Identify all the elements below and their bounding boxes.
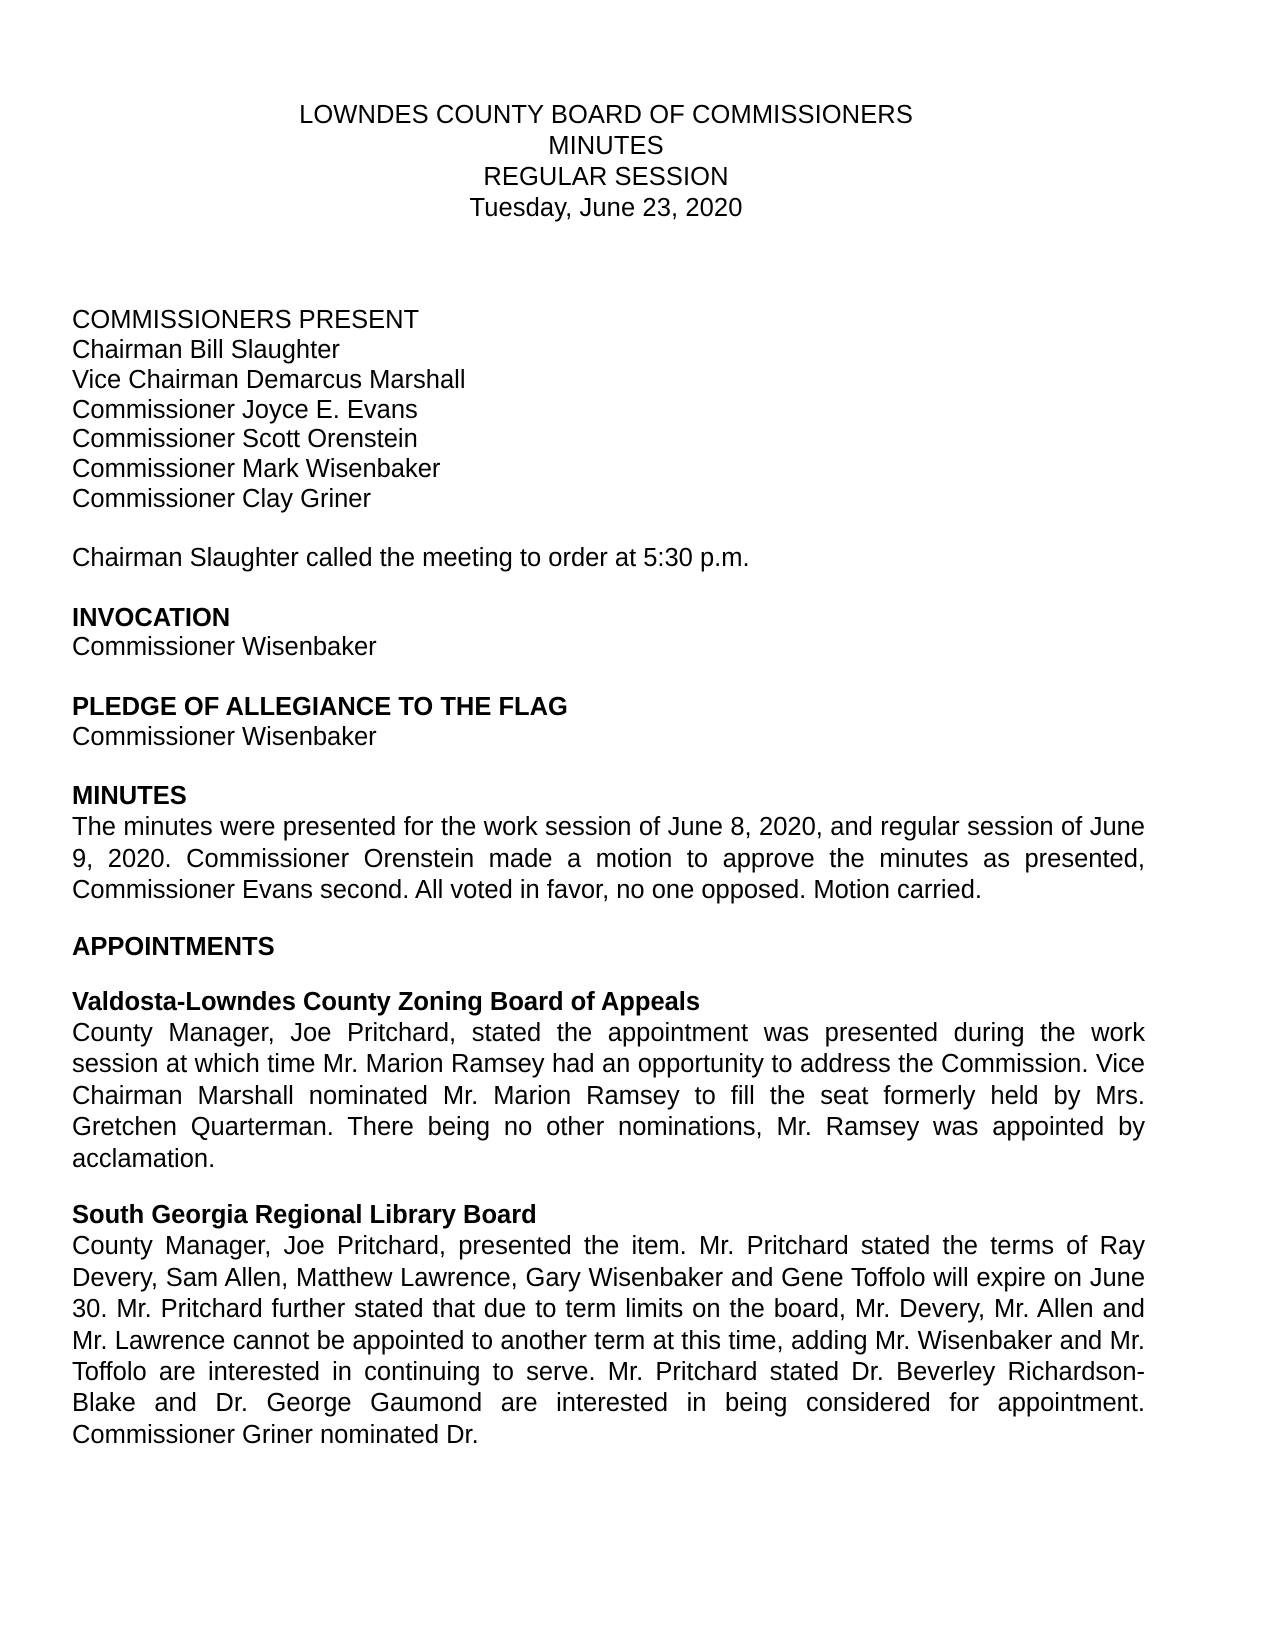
- list-item: Commissioner Joyce E. Evans: [72, 395, 418, 424]
- spacer-before-library-item: [72, 1175, 1145, 1201]
- spacer-before-appointments: [72, 907, 1145, 933]
- spacer-before-pledge: [72, 663, 1145, 693]
- appointment-title-zoning-board: Valdosta-Lowndes County Zoning Board of Appeals: [72, 988, 701, 1017]
- invocation-heading: INVOCATION: [72, 603, 231, 632]
- header-line-date: Tuesday, June 23, 2020: [469, 194, 743, 223]
- minutes-heading: MINUTES: [72, 782, 187, 811]
- minutes-paragraph: The minutes were presented for the work session of June 8, 2020, and regular session of June 9, 2020. Commissioner Orenstein made a motion to approve the minutes as presented, Commissioner Evans second. All voted in favor, no one opposed. Motion carried.: [72, 813, 1145, 905]
- header-line-document-type: MINUTES: [548, 132, 664, 161]
- list-item: Commissioner Scott Orenstein: [72, 425, 418, 454]
- appointment-title-library-board: South Georgia Regional Library Board: [72, 1201, 537, 1230]
- header-spacer: [72, 224, 1145, 306]
- invocation-body: Commissioner Wisenbaker: [72, 633, 377, 662]
- attendance-block: [72, 306, 1145, 1451]
- list-item: Commissioner Clay Griner: [72, 484, 371, 513]
- list-item: Commissioner Mark Wisenbaker: [72, 454, 441, 483]
- list-item: Vice Chairman Demarcus Marshall: [72, 365, 466, 394]
- appointment-body-library-board: County Manager, Joe Pritchard, presented the item. Mr. Pritchard stated the terms of Ray Devery, Sam Allen, Matthew Lawrence, Gary Wisenbaker and Gene Toffolo will expire on June 30. Mr. Pritchard further stated that due to term limits on the board, Mr. Devery, Mr. Allen and Mr. Lawrence cannot be appointed to another term at this time, adding Mr. Wisenbaker and Mr. Toffolo are interested in continuing to serve. Mr. Pritchard stated Dr. Beverley Richardson-Blake and Dr. George Gaumond are interested in being considered for appointment. Commissioner Griner nominated Dr.: [72, 1232, 1145, 1449]
- pledge-heading: PLEDGE OF ALLEGIANCE TO THE FLAG: [72, 692, 568, 721]
- list-item: Chairman Bill Slaughter: [72, 336, 340, 365]
- call-to-order-line: Chairman Slaughter called the meeting to order at 5:30 p.m.: [72, 543, 750, 572]
- spacer-before-minutes: [72, 752, 1145, 782]
- roster-spacer: [72, 514, 1145, 544]
- appointments-heading: APPOINTMENTS: [72, 932, 275, 961]
- commissioners-present-heading: COMMISSIONERS PRESENT: [72, 306, 420, 335]
- spacer-before-invocation: [72, 574, 1145, 604]
- commissioners-present-list: [72, 306, 1145, 514]
- document-header: [72, 100, 1145, 224]
- pledge-body: Commissioner Wisenbaker: [72, 722, 377, 751]
- spacer-before-zoning-item: [72, 962, 1145, 988]
- header-line-session-type: REGULAR SESSION: [483, 163, 729, 192]
- header-line-organization: LOWNDES COUNTY BOARD OF COMMISSIONERS: [299, 101, 913, 129]
- appointment-body-zoning-board: County Manager, Joe Pritchard, stated the appointment was presented during the work session at which time Mr. Marion Ramsey had an opportunity to address the Commission. Vice Chairman Marshall nominated Mr. Marion Ramsey to fill the seat formerly held by Mrs. Gretchen Quarterman. There being no other nominations, Mr. Ramsey was appointed by acclamation.: [72, 1018, 1145, 1173]
